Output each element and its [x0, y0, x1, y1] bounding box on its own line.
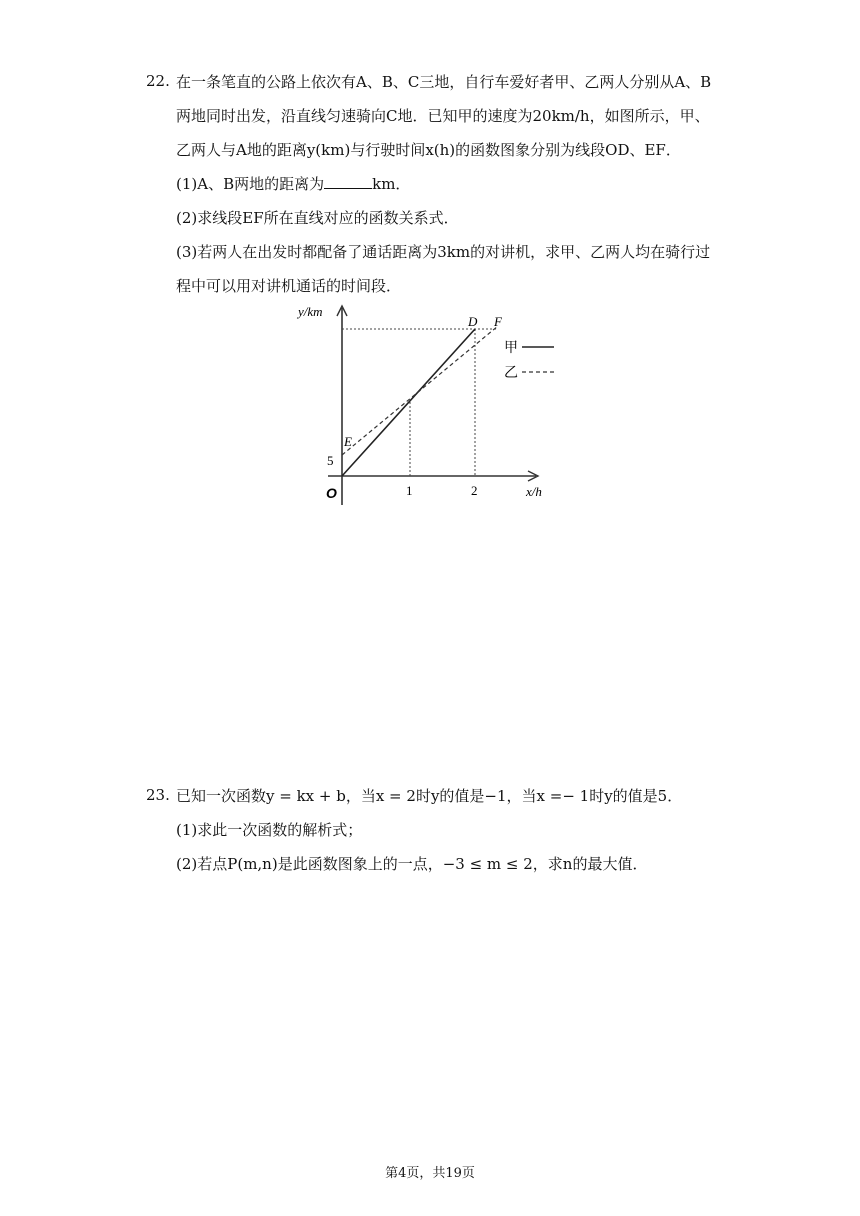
point-e-label: E [344, 434, 352, 449]
q22-part-1-prefix: (1)A、B两地的距离为 [176, 175, 325, 193]
q22-part-3-line-2: 程中可以用对讲机通话的时间段． [176, 277, 402, 295]
question-23-number: 23. [146, 786, 170, 804]
q22-part-2: (2)求线段EF所在直线对应的函数关系式． [176, 209, 459, 227]
q22-part-1-suffix: km． [372, 175, 411, 193]
answer-blank[interactable] [324, 174, 372, 189]
q23-part-2: (2)若点P(m,n)是此函数图象上的一点，−3 ≤ m ≤ 2，求n的最大值． [176, 855, 648, 873]
q22-stem-line-2: 两地同时出发，沿直线匀速骑向C地．已知甲的速度为20km/h，如图所示，甲、 [176, 107, 710, 125]
origin-label: O [326, 485, 337, 501]
y-axis-label: y/km [298, 304, 323, 319]
q22-stem-line-1: 在一条笔直的公路上依次有A、B、C三地，自行车爱好者甲、乙两人分别从A、B [176, 73, 712, 91]
legend [504, 340, 556, 381]
distance-time-graph [290, 300, 560, 510]
legend-jia-label: 甲 [504, 340, 518, 356]
q23-stem: 已知一次函数y = kx + b，当x = 2时y的值是−1，当x =− 1时y的值是5． [176, 787, 683, 805]
page-footer: 第4页，共19页 [385, 1166, 475, 1181]
q22-stem-line-3: 乙两人与A地的距离y(km)与行驶时间x(h)的函数图象分别为线段OD、EF． [176, 141, 681, 159]
point-d-label: D [468, 314, 478, 329]
point-f-label: F [494, 314, 502, 329]
x-axis-label: x/h [526, 484, 542, 499]
segment-od [342, 329, 475, 476]
q22-part-1 [176, 174, 410, 194]
y-tick-5: 5 [327, 453, 334, 468]
q23-part-1: (1)求此一次函数的解析式； [176, 821, 363, 839]
x-tick-1: 1 [406, 483, 413, 498]
question-22-number: 22. [146, 72, 170, 90]
q22-part-3-line-1: (3)若两人在出发时都配备了通话距离为3km的对讲机，求甲、乙两人均在骑行过 [176, 243, 711, 261]
x-tick-2: 2 [471, 483, 478, 498]
legend-yi-label: 乙 [504, 365, 518, 381]
